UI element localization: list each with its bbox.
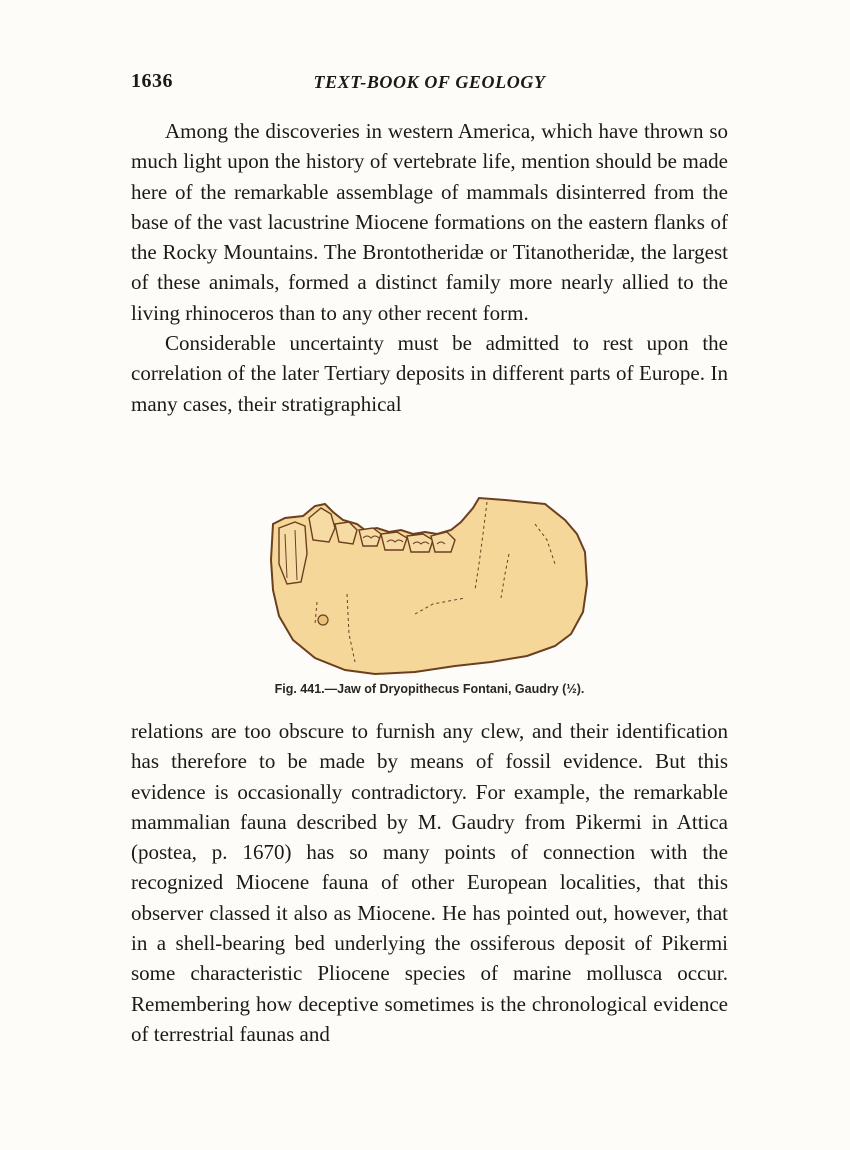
- jaw-illustration: [265, 494, 595, 676]
- paragraph-1: Among the discoveries in western America, which have thrown so much light upon the history of vertebrate life, mention should be made here of the remarkable assemblage of mammals disinterred from the base of the vast lacustrine Miocene formations on the eastern flanks of the Rocky Mountains. The Brontotheridæ or Titanotheridæ, the largest of these animals, formed a distinct family more nearly allied to the living rhinoceros than to any other recent form.: [131, 119, 728, 325]
- running-title: TEXT-BOOK OF GEOLOGY: [313, 72, 546, 92]
- text-block-top: [131, 116, 728, 419]
- foramen: [318, 615, 328, 625]
- paragraph-3: relations are too obscure to furnish any clew, and their identification has therefore to be made by means of fossil evidence. But this evidence is occasionally contradictory. For example, the remarkable mammalian fauna described by M. Gaudry from Pikermi in Attica (postea, p. 1670) has so many points of connection with the recognized Miocene fauna of other European localities, that this observer classed it also as Miocene. He has pointed out, however, that in a shell-bearing bed underlying the ossiferous deposit of Pikermi some characteristic Pliocene species of marine mollusca occur. Remembering how deceptive sometimes is the chronological evidence of terrestrial faunas and: [131, 719, 728, 1046]
- figure-caption: Fig. 441.—Jaw of Dryopithecus Fontani, Gaudry (½).: [274, 682, 585, 696]
- page-number: 1636: [131, 70, 173, 92]
- page-header: [131, 70, 728, 100]
- text-block-bottom: [131, 716, 728, 1049]
- jaw-figure: [265, 494, 595, 676]
- paragraph-2: Considerable uncertainty must be admitted to rest upon the correlation of the later Tertiary deposits in different parts of Europe. In many cases, their stratigraphical: [131, 331, 728, 416]
